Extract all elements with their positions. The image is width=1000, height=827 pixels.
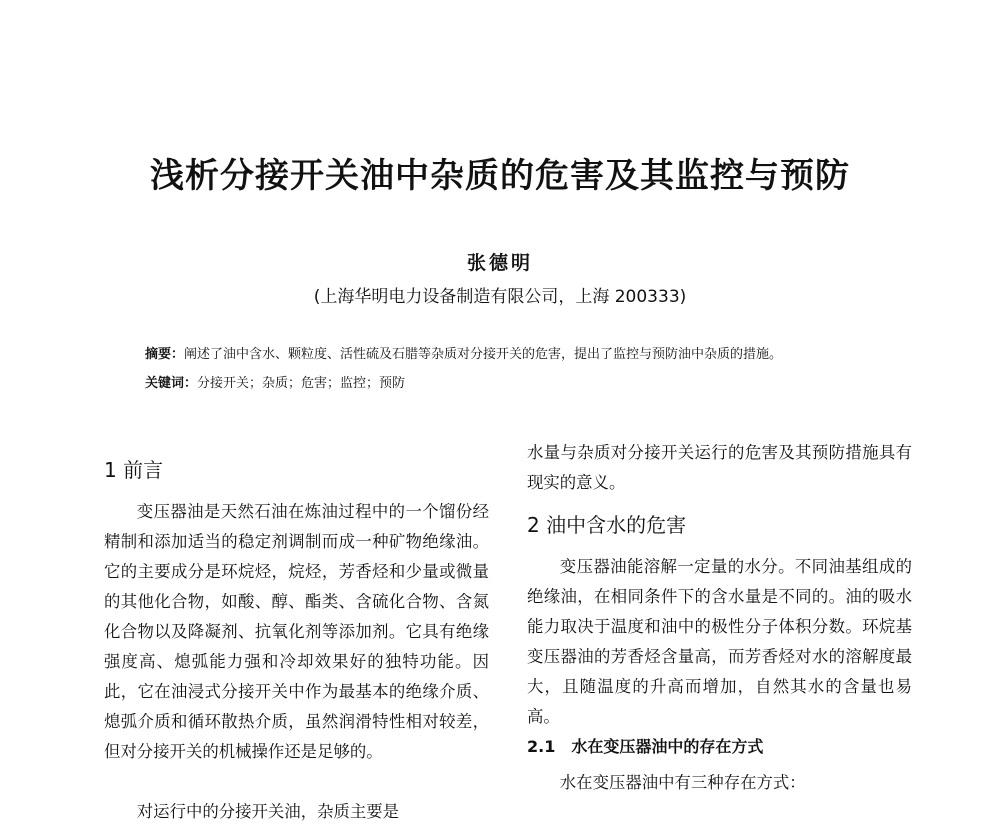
section-heading-water: 2 油中含水的危害 [527, 513, 687, 537]
abstract [145, 343, 782, 362]
abstract-text: 阐述了油中含水、颗粒度、活性硫及石腊等杂质对分接开关的危害，提出了监控与预防油中杂质的措施。 [184, 347, 783, 362]
keywords-text: 分接开关；杂质；危害；监控；预防 [197, 376, 406, 391]
author-name: 张德明 [466, 252, 533, 274]
section-heading-intro: 1 前言 [104, 458, 164, 482]
keywords [145, 372, 405, 391]
abstract-label: 摘要： [145, 347, 185, 362]
subsection-heading: 2.1 水在变压器油中的存在方式 [527, 737, 764, 756]
cut-off-line-right: 水在变压器油中有三种存在方式： [559, 773, 806, 792]
paper-title: 浅析分接开关油中杂质的危害及其监控与预防 [150, 156, 850, 196]
right-column [527, 438, 912, 792]
left-column [104, 455, 489, 821]
continued-paragraph: 水量与杂质对分接开关运行的危害及其预防措施具有现实的意义。 [527, 443, 912, 492]
cut-off-line: 对运行中的分接开关油，杂质主要是 [136, 802, 400, 821]
keywords-label: 关键词： [145, 376, 198, 391]
intro-paragraph: 变压器油是天然石油在炼油过程中的一个馏份经精制和添加适当的稳定剂调制而成一种矿物绝缘油。它的主要成分是环烷烃，烷烃，芳香烃和少量或微量的其他化合物，如酸、醇、酯类、含硫化合物、含氮化合物以及降凝剂、抗氧化剂等添加剂。它具有绝缘强度高、熄弧能力强和冷却效果好的独特功能。因此，它在油浸式分接开关中作为最基本的绝缘介质、熄弧介质和循环散热介质，虽然润滑特性相对较差，但对分接开关的机械操作还是足够的。 [104, 502, 489, 761]
water-paragraph: 变压器油能溶解一定量的水分。不同油基组成的绝缘油，在相同条件下的含水量是不同的。油的吸水能力取决于温度和油中的极性分子体积分数。环烷基变压器油的芳香烃含量高，而芳香烃对水的溶解度最大，且随温度的升高而增加，自然其水的含量也易高。 [527, 557, 912, 726]
author-affiliation: (上海华明电力设备制造有限公司，上海 200333) [313, 287, 687, 307]
